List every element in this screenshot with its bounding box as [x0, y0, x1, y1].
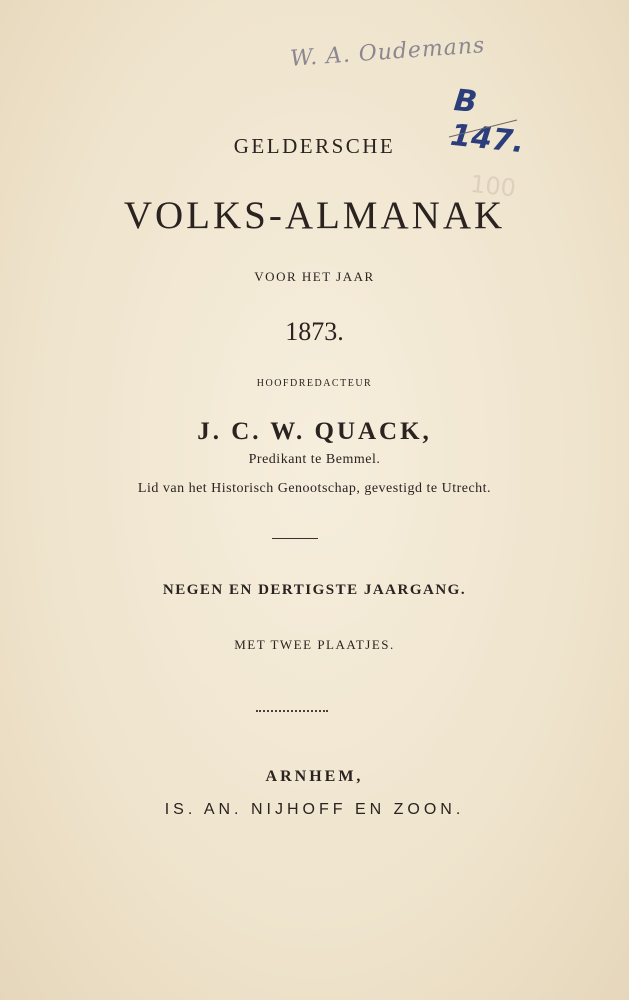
editor-position: Predikant te Bemmel. — [248, 452, 381, 467]
main-title: VOLKS-ALMANAK — [123, 194, 506, 237]
year: 1873. — [285, 317, 344, 346]
volume-statement: NEGEN EN DERTIGSTE JAARGANG. — [162, 582, 467, 598]
publisher: IS. AN. NIJHOFF EN ZOON. — [164, 801, 465, 818]
editor-membership: Lid van het Historisch Genootschap, gevestigd te Utrecht. — [137, 481, 492, 496]
dotted-divider — [256, 710, 328, 712]
subtitle: VOOR HET JAAR — [254, 269, 375, 284]
faint-stamp-number: 100 — [468, 169, 518, 203]
publication-place: ARNHEM, — [265, 768, 364, 785]
editor-role: HOOFDREDACTEUR — [256, 378, 373, 389]
series-title: GELDERSCHE — [233, 134, 396, 158]
illustrations-note: MET TWEE PLAATJES. — [234, 637, 395, 652]
editor-name: J. C. W. QUACK, — [197, 418, 432, 445]
handwritten-shelf-mark: B 147. — [448, 82, 526, 161]
handwritten-owner-signature: W. A. Oudemans — [289, 33, 487, 72]
divider-rule — [272, 538, 318, 539]
